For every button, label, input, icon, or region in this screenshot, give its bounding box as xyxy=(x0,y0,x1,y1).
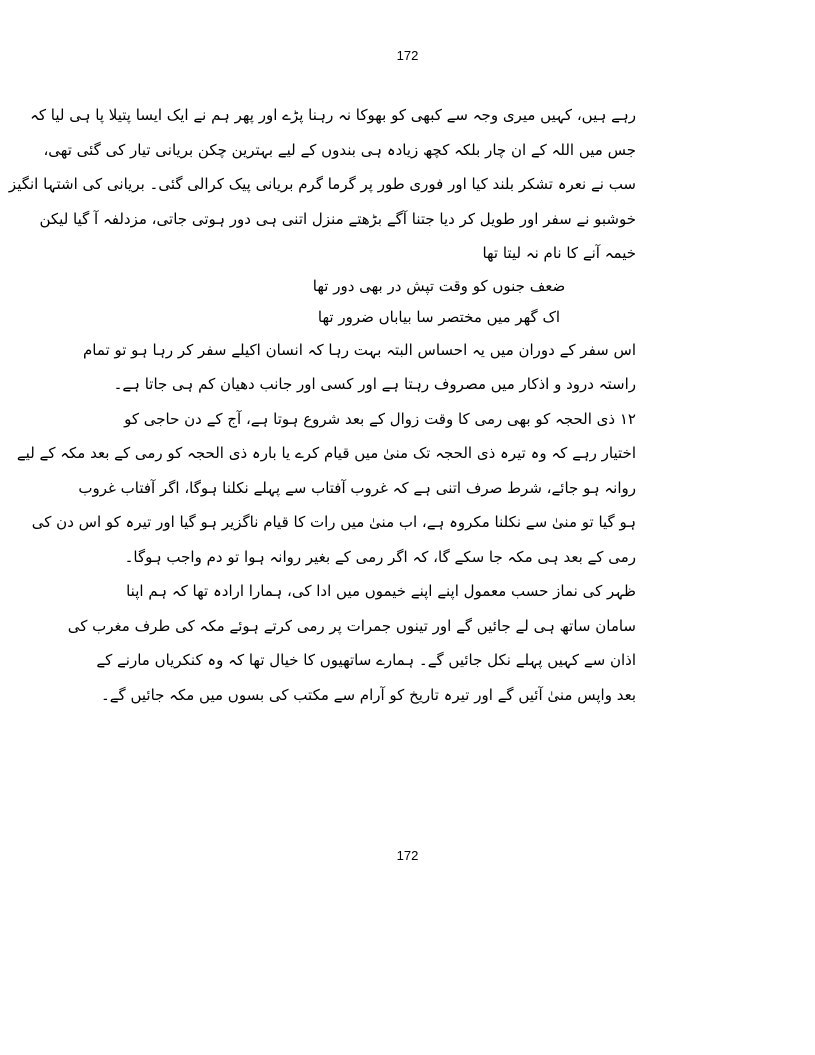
verse-line-1: ضعف جنوں کو وقت تپش در بھی دور تھا xyxy=(312,276,566,295)
paragraph-1-line-5: خیمہ آنے کا نام نہ لیتا تھا xyxy=(482,244,636,262)
paragraph-1-line-4: خوشبو نے سفر اور طویل کر دیا جتنا آگے بڑھتے منزل اتنی ہی دور ہوتی جاتی، مزدلفہ آ گیا لیکن xyxy=(39,209,636,228)
page-number-bottom: 172 xyxy=(396,848,419,863)
paragraph-3-line-3: روانہ ہو جائے، شرط صرف اتنی ہے کہ غروب آفتاب سے پہلے نکلنا ہوگا، اگر آفتاب غروب xyxy=(78,478,636,497)
paragraph-3-line-5: رمی کے بعد ہی مکہ جا سکے گا، کہ اگر رمی کے بغیر روانہ ہوا تو دم واجب ہوگا۔ xyxy=(124,547,636,566)
page-body xyxy=(8,98,636,712)
verse-line-2: اک گھر میں مختصر سا بیاباں ضرور تھا xyxy=(317,307,561,326)
paragraph-4-line-2: سامان ساتھ ہی لے جائیں گے اور تینوں جمرات پر رمی کرتے ہوئے مکہ کی طرف مغرب کی xyxy=(67,616,636,635)
paragraph-2-line-1: اس سفر کے دوران میں یہ احساس البتہ بہت رہا کہ انسان اکیلے سفر کر رہا ہو تو تمام xyxy=(83,340,636,359)
page-number-top: 172 xyxy=(396,48,419,63)
paragraph-1-line-1: رہے ہیں، کہیں میری وجہ سے کبھی کو بھوکا نہ رہنا پڑے اور پھر ہم نے ایک ایسا پتیلا پا ہی لیا کہ xyxy=(30,106,636,124)
paragraph-1-line-2: جس میں اللہ کے ان چار بلکہ کچھ زیادہ ہی بندوں کے لیے بہترین چکن بریانی تیار کی گئی تھی، xyxy=(43,140,636,159)
paragraph-4-line-1: ظہر کی نماز حسب معمول اپنے اپنے خیموں میں ادا کی، ہمارا ارادہ تھا کہ ہم اپنا xyxy=(126,582,636,600)
paragraph-3-line-1: ۱۲ ذی الحجہ کو بھی رمی کا وقت زوال کے بعد شروع ہوتا ہے، آج کے دن حاجی کو xyxy=(124,409,636,428)
paragraph-1-line-3: سب نے نعرہ تشکر بلند کیا اور فوری طور پر گرما گرم بریانی پیک کرالی گئی۔ بریانی کی اشتہا انگیز xyxy=(8,175,636,193)
paragraph-4-line-3: اذان سے کہیں پہلے نکل جائیں گے۔ ہمارے ساتھیوں کا خیال تھا کہ وہ کنکریاں مارنے کے xyxy=(96,651,636,669)
paragraph-3-line-4: ہو گیا تو منیٰ سے نکلنا مکروہ ہے، اب منیٰ میں رات کا قیام ناگزیر ہو گیا اور تیرہ کو اس دن کی xyxy=(31,513,636,531)
paragraph-4-line-4: بعد واپس منیٰ آئیں گے اور تیرہ تاریخ کو آرام سے مکتب کی بسوں میں مکہ جائیں گے۔ xyxy=(100,685,636,704)
paragraph-2-line-2: راستہ درود و اذکار میں مصروف رہتا ہے اور کسی اور جانب دھیان کم ہی جاتا ہے۔ xyxy=(113,375,636,393)
paragraph-3-line-2: اختیار رہے کہ وہ تیرہ ذی الحجہ تک منیٰ میں قیام کرے یا بارہ ذی الحجہ کو رمی کے بعد مکہ کے لیے xyxy=(16,444,636,462)
